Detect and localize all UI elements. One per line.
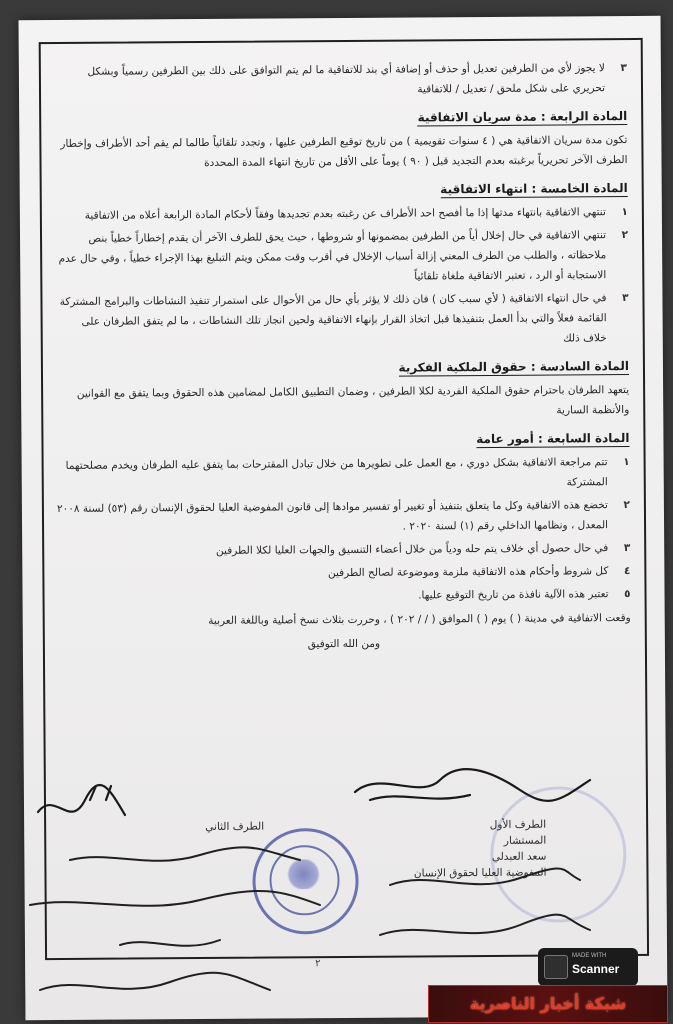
article7-item: ٢ تخضع هذه الاتفاقية وكل ما يتعلق بتنفيذ أو تغيير أو تفسير موادها إلى قانون المفوضية العليا لحقوق الإنسان رقم (٥٣) لسنة ٢٠٠٨ المعدل ، ونظامها الداخلي رقم (١) لسنة ٢٠٢٠ . — [56, 498, 630, 533]
article6-text: يتعهد الطرفان باحترام حقوق الملكية الفردية لكلا الطرفين ، وضمان التطبيق الكامل لمضامين هذه الحقوق وبما يتفق مع القوانين والأنظمة السارية — [76, 383, 630, 417]
closing-line: ومن الله التوفيق — [307, 637, 381, 651]
scanner-caption: MADE WITH — [572, 953, 607, 959]
official-seal — [252, 828, 359, 935]
scanner-logo-icon — [544, 955, 568, 979]
scanner-name: Scanner — [572, 962, 620, 976]
first-party-name: سعد العبدلي — [491, 850, 547, 863]
news-watermark: شبكة أخبار الناصرية — [428, 985, 668, 1023]
clause-text: لا يجوز لأي من الطرفين تعديل أو حذف أو إضافة أي بند للاتفاقية ما لم يتم التوافق على ذلك بين الطرفين رسمياً وبشكل تحريري على شكل ملحق / تعديل / للاتفاقية — [87, 62, 606, 96]
article7-item: ١ تتم مراجعة الاتفاقية بشكل دوري ، مع العمل على تطويرها من خلال تبادل المقترحات بما يتفق عليه الطرفان ويخدم مصلحتهما المشتركة — [65, 455, 630, 489]
second-party-block — [144, 819, 264, 836]
first-party-org: المفوضية العليا لحقوق الإنسان — [413, 866, 547, 880]
article7-item: ٣ في حال حصول أي خلاف يتم حله ودياً من خلال أعضاء التنسيق والجهات العليا لكلا الطرفين — [215, 541, 631, 557]
article7-item: ٤ كل شروط وأحكام هذه الاتفاقية ملزمة وموضوعة لصالح الطرفين — [327, 564, 631, 580]
second-party-title: الطرف الثاني — [205, 820, 265, 833]
document-page — [19, 16, 668, 1020]
article5-heading: المادة الخامسة : انتهاء الاتفاقية — [440, 181, 628, 197]
first-party-role: المستشار — [503, 834, 547, 847]
article7-heading: المادة السابعة : أمور عامة — [476, 430, 630, 447]
scanner-app-badge — [538, 948, 638, 986]
clause-number: ٣ — [620, 62, 627, 75]
first-party-title: الطرف الأول — [489, 818, 547, 831]
article5-item: ٣ في حال انتهاء الاتفاقية ( لأي سبب كان ) فان ذلك لا يؤثر بأي حال من الأحوال على استمرار تنفيذ النشاطات والبرامج المشتركة القائمة فعلاً والتي بدأ العمل بتنفيذها قبل اتخاذ القرار بإنهاء الاتفاقية ولحين انجاز تلك النشاطات ، ما لم يتفق الطرفان على خلاف ذلك — [59, 292, 629, 345]
article5-item: ٢ تنتهي الاتفاقية في حال إخلال أياً من الطرفين بمضمونها أو شروطها ، حيث يحق للطرف الآخر أن يقدم إخطاراً خطياً بنص ملاحظاته ، والطلب من الطرف المعني إزالة أسباب الإخلال في أقرب وقت ممكن ويتم التبليغ بهذا الإجراء خطياً ، وفي حال عدم الاستجابة أو الرد ، تعتبر الاتفاقية ملغاة تلقائياً — [58, 229, 629, 283]
article4-heading: المادة الرابعة : مدة سريان الاتفاقية — [417, 109, 628, 125]
article6-heading: المادة السادسة : حقوق الملكية الفكرية — [398, 359, 629, 375]
article7-item: ٥ تعتبر هذه الآلية نافذة من تاريخ التوقيع عليها. — [418, 587, 631, 602]
article4-text: تكون مدة سريان الاتفاقية هي ( ٤ سنوات تقويمية ) من تاريخ توقيع الطرفين عليها ، وتجدد تلقائياً طالما لم يقم أحد الأطراف وإخطار الطرف الآخر تحريرياً برغبته بعدم التجديد قبل ( ٩٠ ) يوماً على الأقل من تاريخ انتهاء المدة المحددة — [60, 134, 628, 169]
article5-item: ١ تنتهي الاتفاقية بانتهاء مدتها إذا ما أفصح احد الأطراف عن رغبته بعدم تجديدها وفقاً لأحكام المادة الرابعة أعلاه من الاتفاقية — [84, 206, 628, 222]
document-body — [53, 58, 631, 660]
clause-item — [53, 58, 627, 102]
first-party-block — [346, 817, 546, 882]
page-number: ٢ — [315, 958, 321, 970]
signing-line: وقعت الاتفاقية في مدينة ( ) يوم ( ) الموافق ( / / ٢٠٢ ) ، وحررت بثلاث نسخ أصلية وباللغة العربية — [208, 611, 631, 627]
